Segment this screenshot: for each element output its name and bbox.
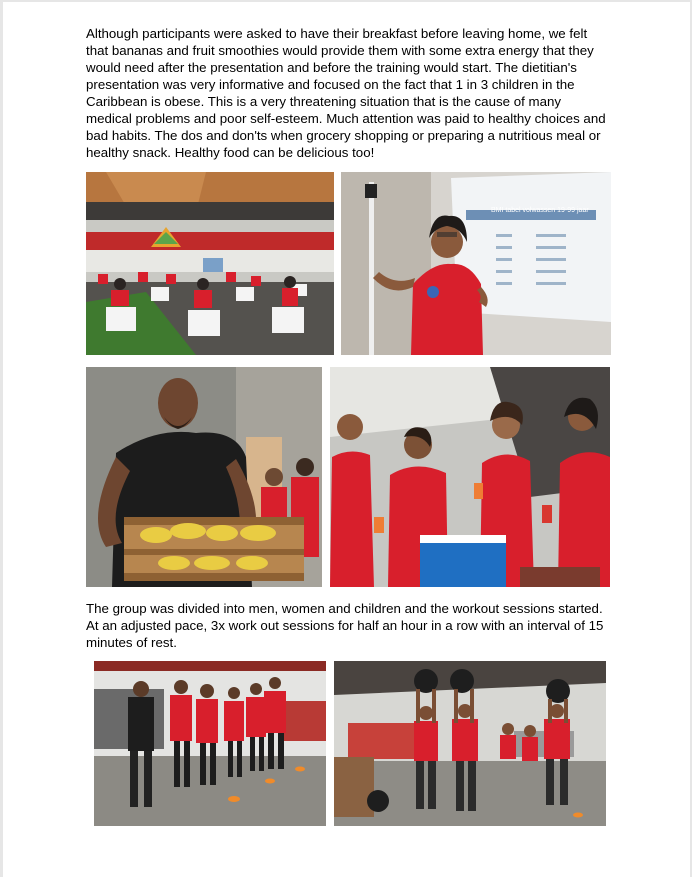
paragraph-workout-sessions: The group was divided into men, women and children and the workout sessions started. At an adjusted pace, 3x work out sessions for half an hour in a row with an interval of 15 minutes of rest.: [86, 601, 604, 650]
photo-running-drill: [94, 661, 326, 826]
photo-hall-audience: [86, 172, 334, 355]
photo-dietitian-presenting: [341, 172, 611, 355]
photo-smoothie-table: [330, 367, 610, 587]
paragraph-breakfast-presentation: Although participants were asked to have their breakfast before leaving home, we felt that bananas and fruit smoothies would provide them with some extra energy that they would need after the presentation and before the training would start. The dietitian's presentation was very informative and focused on the fact that 1 in 3 children in the Caribbean is obese. This is a very threatening situation that is the cause of many medical problems and poor self-esteem. Much attention was paid to healthy choices and bad habits. The dos and don'ts when grocery shopping or preparing a nutritious meal or healthy snack. Healthy food can be delicious too!: [86, 26, 606, 160]
photo-medicine-balls: [334, 661, 606, 826]
document-page: [3, 2, 690, 877]
slide-title: BMI tabel volwassen 19-99 jaar: [491, 207, 589, 214]
photo-banana-crate: [86, 367, 322, 587]
